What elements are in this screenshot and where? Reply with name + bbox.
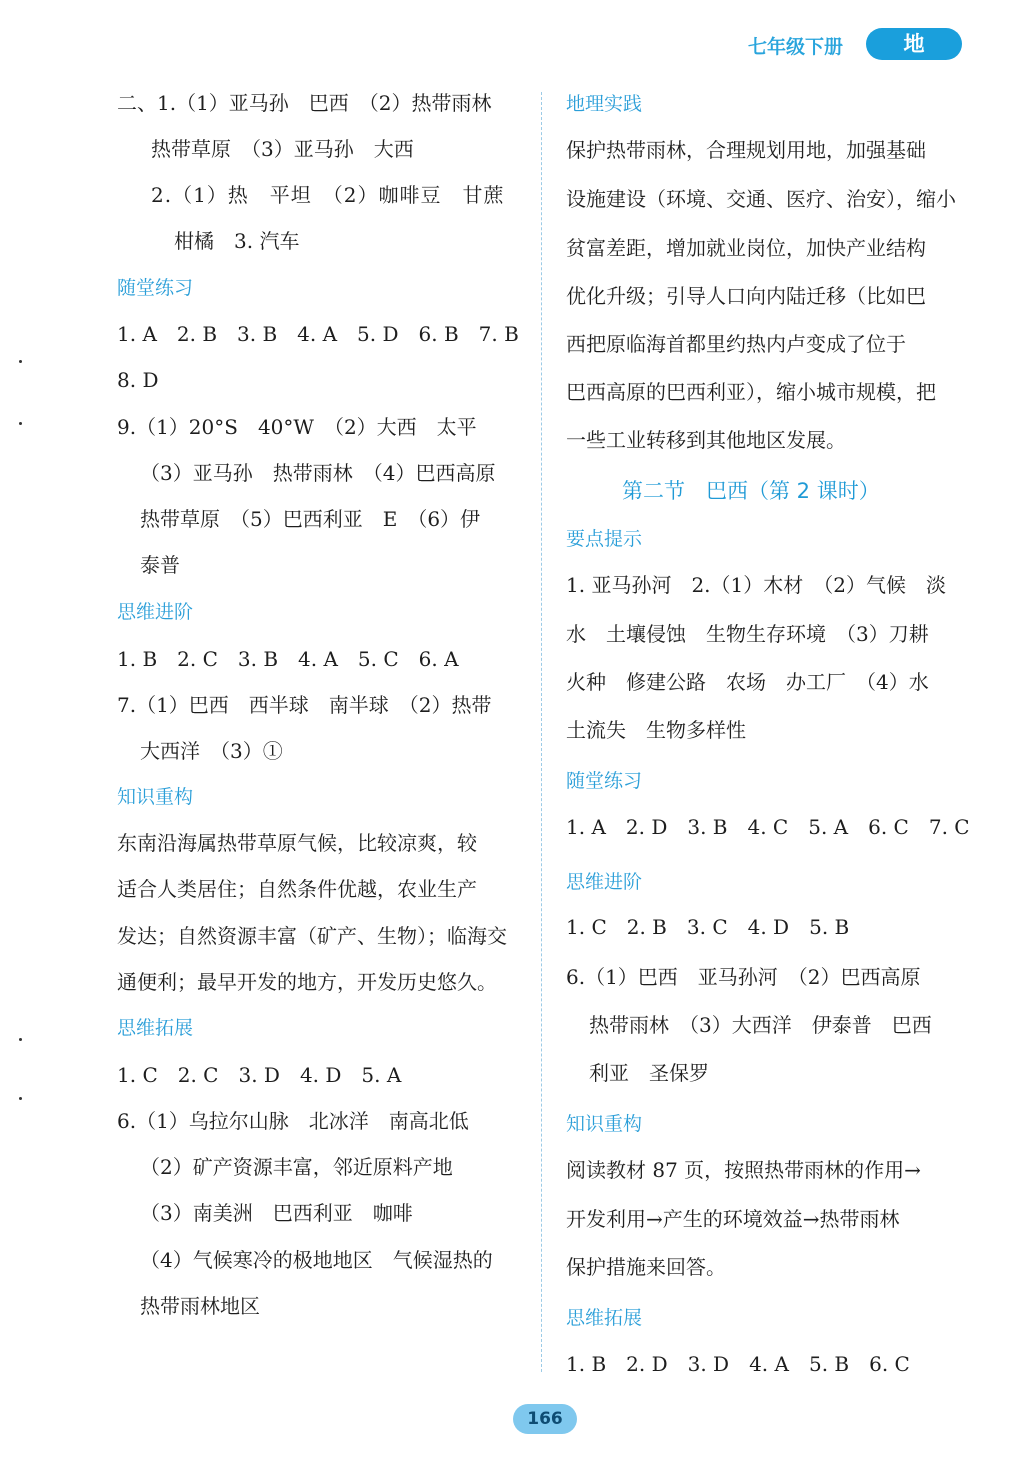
paragraph-line: 保护热带雨林，合理规划用地，加强基础 [566, 138, 926, 162]
paragraph-line: 西把原临海首都里约热内卢变成了位于 [566, 332, 906, 356]
answer-line: 热带雨林地区 [140, 1294, 260, 1318]
paragraph-line: 通便利；最早开发的地方，开发历史悠久。 [117, 970, 497, 994]
paragraph-line: 优化升级；引导人口向内陆迁移（比如巴 [566, 284, 926, 308]
header-subject-badge: 地理 [866, 28, 962, 60]
answer-line: （2）矿产资源丰富，邻近原料产地 [140, 1155, 453, 1179]
answer-line: 1. B 2. D 3. D 4. A 5. B 6. C [566, 1352, 910, 1376]
answer-line: 1. 亚马孙河 2.（1）木材 （2）气候 淡 [566, 573, 946, 597]
answer-line: 土流失 生物多样性 [566, 718, 746, 742]
answer-line: 1. A 2. B 3. B 4. A 5. D 6. B 7. B [117, 322, 519, 346]
answer-line: 大西洋 （3）① [140, 739, 283, 763]
section-heading-extend: 思维拓展 [566, 1307, 643, 1329]
answer-line: 6.（1）巴西 亚马孙河 （2）巴西高原 [566, 965, 921, 989]
answer-line: 泰普 [140, 553, 180, 577]
margin-dot [19, 360, 22, 363]
answer-line: 热带雨林 （3）大西洋 伊泰普 巴西 [589, 1013, 932, 1037]
answer-line: 8. D [117, 368, 159, 392]
paragraph-line: 巴西高原的巴西利亚），缩小城市规模，把 [566, 380, 936, 404]
answer-line: 2.（1）热 平坦 （2）咖啡豆 甘蔗 [151, 183, 505, 207]
answer-line: 二、1.（1）亚马孙 巴西 （2）热带雨林 [117, 91, 492, 115]
paragraph-line: 东南沿海属热带草原气候，比较凉爽，较 [117, 831, 477, 855]
section-heading-practice: 随堂练习 [566, 770, 643, 792]
header-grade: 七年级下册 [748, 36, 844, 58]
margin-dot [19, 422, 22, 425]
answer-line: 1. C 2. C 3. D 4. D 5. A [117, 1063, 402, 1087]
margin-dot [19, 1097, 22, 1100]
answer-line: 1. C 2. B 3. C 4. D 5. B [566, 915, 850, 939]
paragraph-line: 保护措施来回答。 [566, 1255, 726, 1279]
column-divider [541, 92, 542, 1372]
section-heading-practice-geo: 地理实践 [566, 93, 643, 115]
answer-line: 水 土壤侵蚀 生物生存环境 （3）刀耕 [566, 622, 929, 646]
section-heading-advanced: 思维进阶 [566, 871, 643, 893]
section-heading-advanced: 思维进阶 [117, 601, 194, 623]
answer-line: 6.（1）乌拉尔山脉 北冰洋 南高北低 [117, 1109, 469, 1133]
paragraph-line: 一些工业转移到其他地区发展。 [566, 428, 846, 452]
answer-line: 火种 修建公路 农场 办工厂 （4）水 [566, 670, 929, 694]
answer-line: 柑橘 3. 汽车 [174, 229, 300, 253]
margin-dot [19, 1038, 22, 1041]
answer-line: 7.（1）巴西 西半球 南半球 （2）热带 [117, 693, 492, 717]
paragraph-line: 阅读教材 87 页，按照热带雨林的作用→ [566, 1158, 921, 1182]
section-heading-extend: 思维拓展 [117, 1017, 194, 1039]
answer-line: 热带草原 （3）亚马孙 大西 [151, 137, 414, 161]
answer-line: 1. A 2. D 3. B 4. C 5. A 6. C 7. C [566, 815, 970, 839]
paragraph-line: 开发利用→产生的环境效益→热带雨林 [566, 1207, 900, 1231]
answer-line: 9.（1）20°S 40°W （2）大西 太平 [117, 415, 477, 439]
section-heading-key-points: 要点提示 [566, 528, 643, 550]
answer-line: （3）南美洲 巴西利亚 咖啡 [140, 1201, 413, 1225]
lesson-title: 第二节 巴西（第 2 课时） [622, 479, 880, 503]
page-number: 166 [513, 1404, 577, 1434]
section-heading-reconstruct: 知识重构 [117, 786, 194, 808]
answer-line: 1. B 2. C 3. B 4. A 5. C 6. A [117, 647, 459, 671]
paragraph-line: 贫富差距，增加就业岗位，加快产业结构 [566, 236, 926, 260]
answer-line: （3）亚马孙 热带雨林 （4）巴西高原 [140, 461, 496, 485]
section-heading-practice: 随堂练习 [117, 277, 194, 299]
answer-line: （4）气候寒冷的极地地区 气候湿热的 [140, 1248, 493, 1272]
section-heading-reconstruct: 知识重构 [566, 1113, 643, 1135]
paragraph-line: 发达；自然资源丰富（矿产、生物）；临海交 [117, 924, 507, 948]
paragraph-line: 适合人类居住；自然条件优越，农业生产 [117, 877, 477, 901]
answer-line: 热带草原 （5）巴西利亚 E （6）伊 [140, 507, 481, 531]
paragraph-line: 设施建设（环境、交通、医疗、治安），缩小 [566, 187, 956, 211]
answer-line: 利亚 圣保罗 [589, 1061, 709, 1085]
